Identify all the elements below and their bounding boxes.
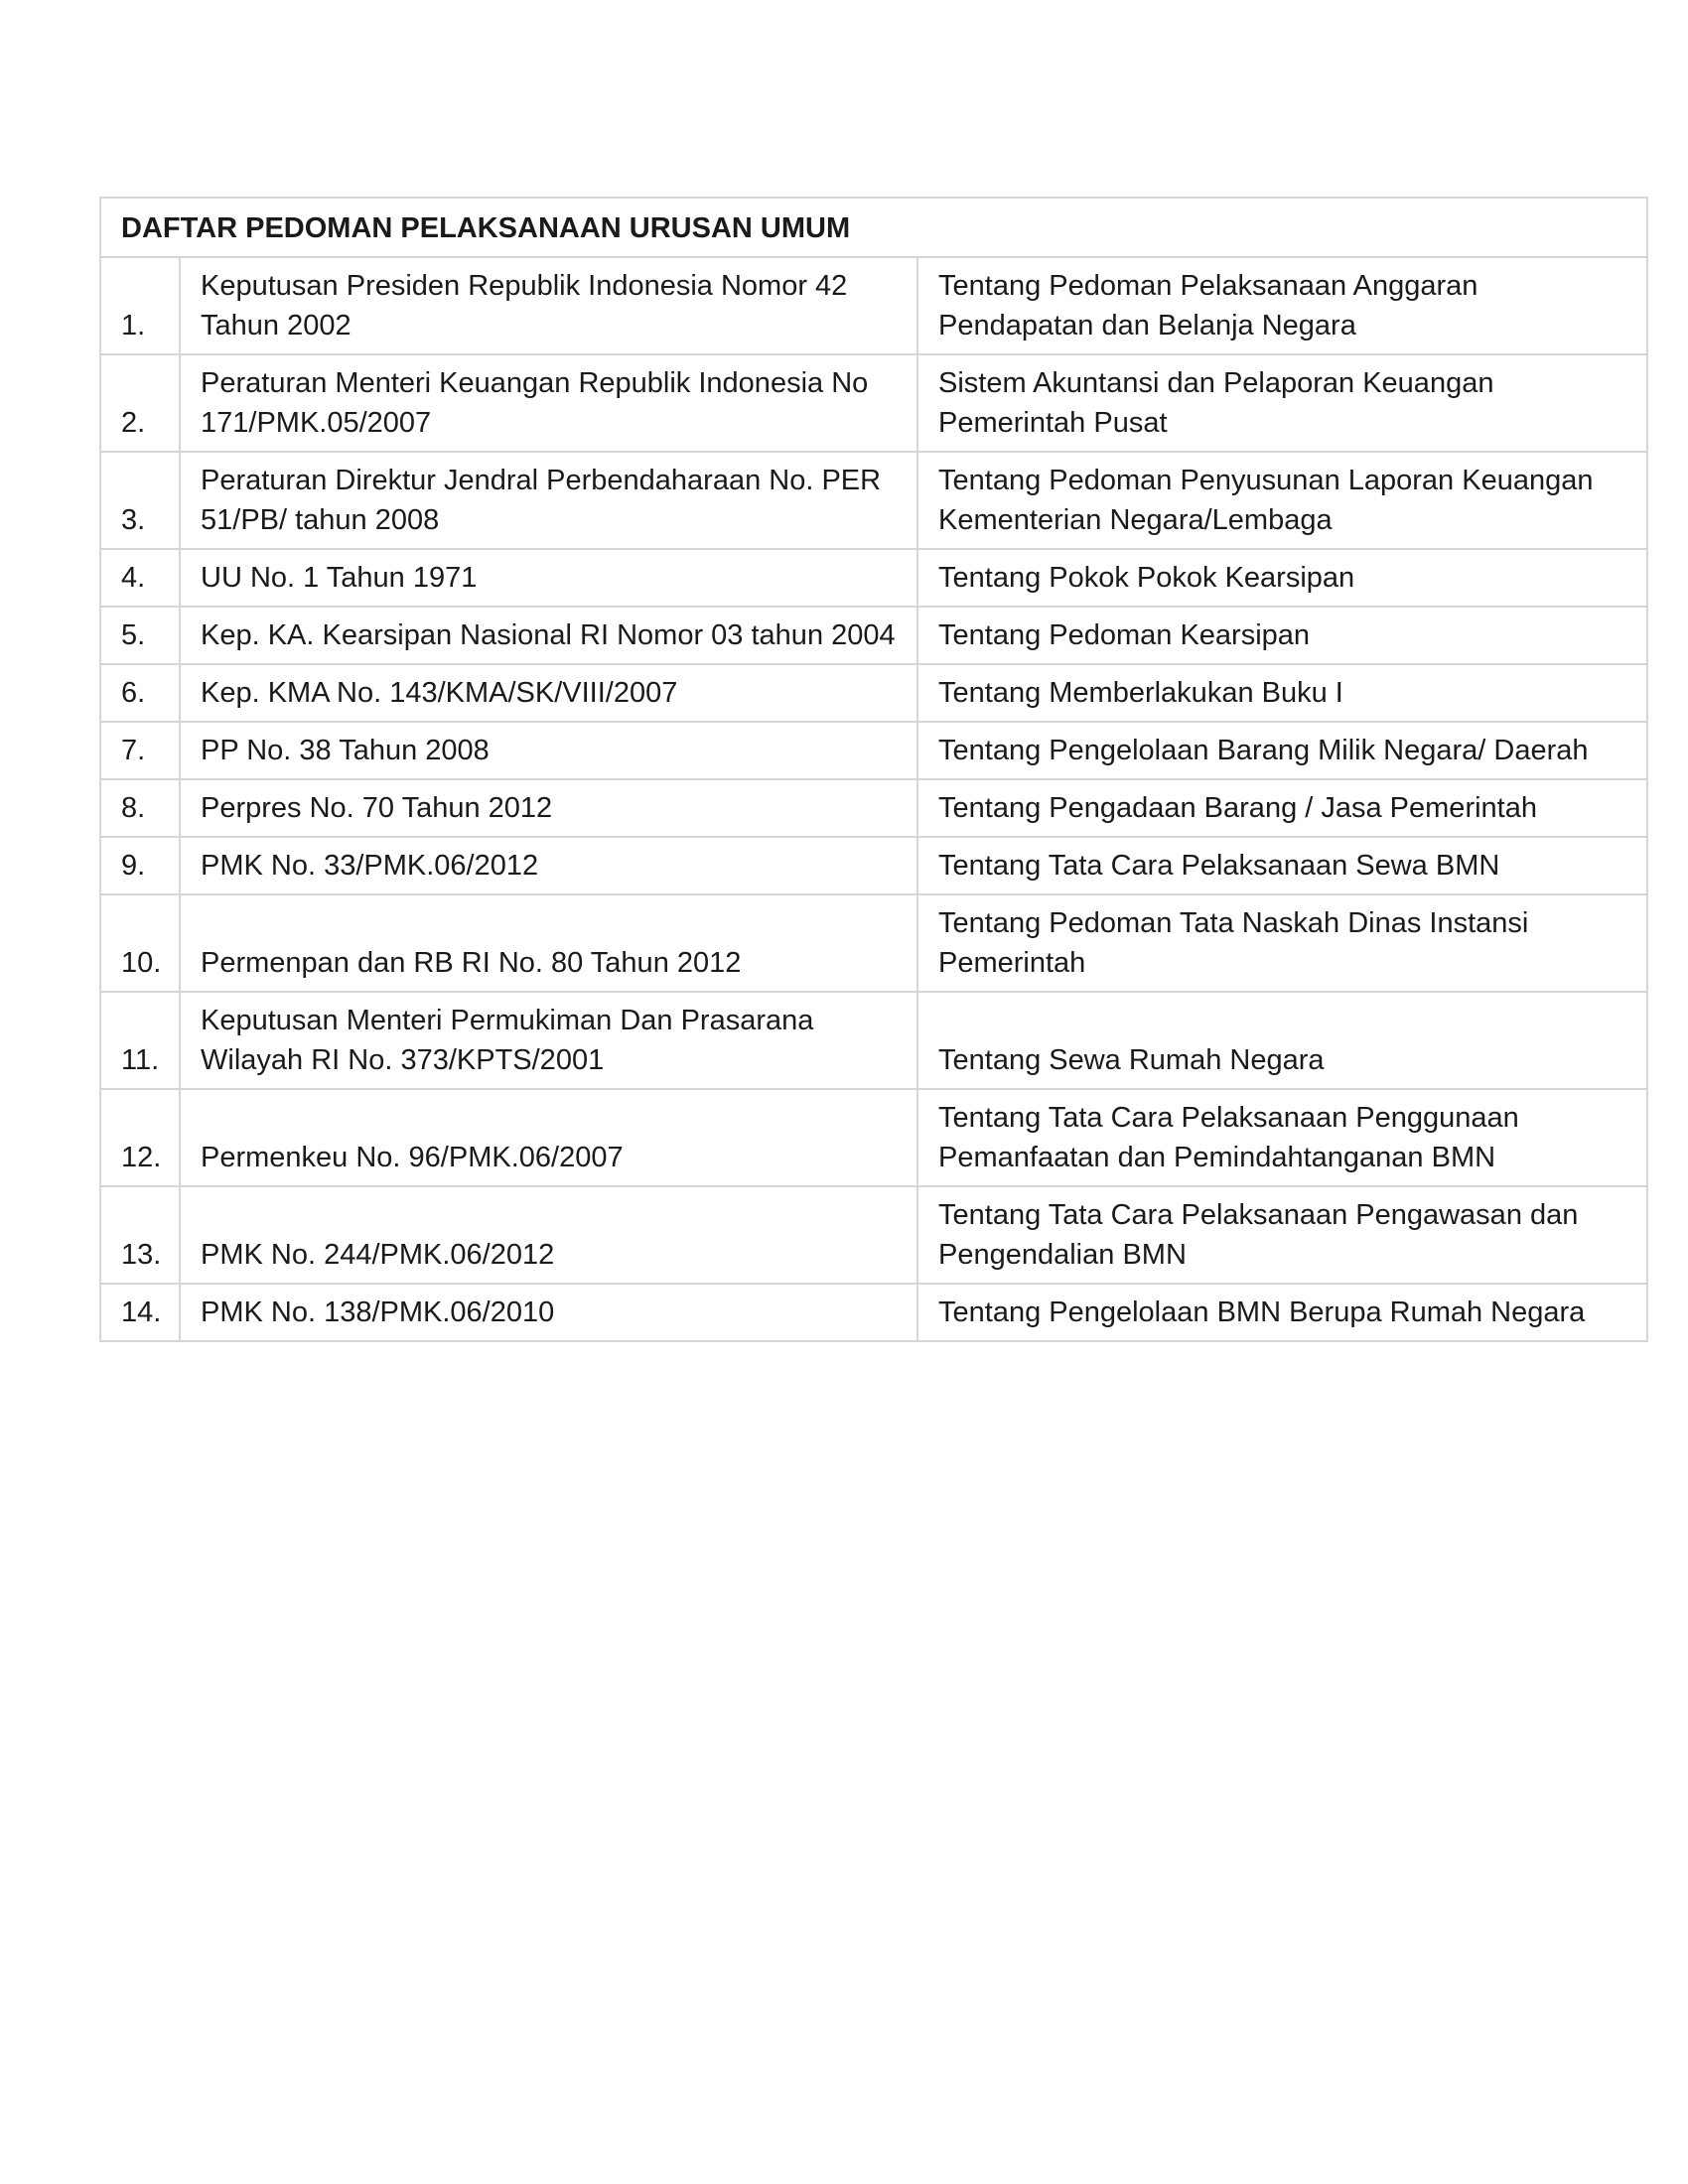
about-cell: Tentang Memberlakukan Buku I xyxy=(917,664,1647,722)
table-row xyxy=(100,1089,1647,1186)
row-number: 10. xyxy=(100,894,180,992)
row-number: 13. xyxy=(100,1186,180,1284)
regulation-cell: PMK No. 244/PMK.06/2012 xyxy=(180,1186,917,1284)
regulation-cell: Kep. KMA No. 143/KMA/SK/VIII/2007 xyxy=(180,664,917,722)
regulation-cell: Kep. KA. Kearsipan Nasional RI Nomor 03 tahun 2004 xyxy=(180,607,917,664)
row-number: 6. xyxy=(100,664,180,722)
row-number: 2. xyxy=(100,354,180,452)
about-cell: Tentang Pedoman Pelaksanaan Anggaran Pendapatan dan Belanja Negara xyxy=(917,257,1647,354)
regulation-cell: Peraturan Menteri Keuangan Republik Indonesia No 171/PMK.05/2007 xyxy=(180,354,917,452)
table-row xyxy=(100,354,1647,452)
row-number: 9. xyxy=(100,837,180,894)
table-row xyxy=(100,452,1647,549)
row-number: 8. xyxy=(100,779,180,837)
row-number: 1. xyxy=(100,257,180,354)
row-number: 7. xyxy=(100,722,180,779)
table-row xyxy=(100,257,1647,354)
row-number: 14. xyxy=(100,1284,180,1341)
table-row xyxy=(100,607,1647,664)
about-cell: Tentang Pengelolaan Barang Milik Negara/ Daerah xyxy=(917,722,1647,779)
regulation-cell: UU No. 1 Tahun 1971 xyxy=(180,549,917,607)
regulation-cell: Permenpan dan RB RI No. 80 Tahun 2012 xyxy=(180,894,917,992)
row-number: 12. xyxy=(100,1089,180,1186)
regulation-cell: Perpres No. 70 Tahun 2012 xyxy=(180,779,917,837)
about-cell: Tentang Pedoman Penyusunan Laporan Keuangan Kementerian Negara/Lembaga xyxy=(917,452,1647,549)
about-cell: Tentang Pengadaan Barang / Jasa Pemerintah xyxy=(917,779,1647,837)
regulation-cell: Peraturan Direktur Jendral Perbendaharaan No. PER 51/PB/ tahun 2008 xyxy=(180,452,917,549)
about-cell: Tentang Sewa Rumah Negara xyxy=(917,992,1647,1089)
about-cell: Tentang Tata Cara Pelaksanaan Sewa BMN xyxy=(917,837,1647,894)
table-row xyxy=(100,1284,1647,1341)
about-cell: Tentang Tata Cara Pelaksanaan Penggunaan Pemanfaatan dan Pemindahtanganan BMN xyxy=(917,1089,1647,1186)
about-cell: Tentang Pokok Pokok Kearsipan xyxy=(917,549,1647,607)
regulation-cell: Keputusan Presiden Republik Indonesia Nomor 42 Tahun 2002 xyxy=(180,257,917,354)
table-row xyxy=(100,992,1647,1089)
regulation-cell: PP No. 38 Tahun 2008 xyxy=(180,722,917,779)
about-cell: Tentang Tata Cara Pelaksanaan Pengawasan dan Pengendalian BMN xyxy=(917,1186,1647,1284)
table-row xyxy=(100,722,1647,779)
table-title-row xyxy=(100,198,1647,257)
regulation-cell: Keputusan Menteri Permukiman Dan Prasarana Wilayah RI No. 373/KPTS/2001 xyxy=(180,992,917,1089)
table-row xyxy=(100,837,1647,894)
table-row xyxy=(100,1186,1647,1284)
row-number: 5. xyxy=(100,607,180,664)
table-row xyxy=(100,549,1647,607)
about-cell: Tentang Pedoman Kearsipan xyxy=(917,607,1647,664)
row-number: 4. xyxy=(100,549,180,607)
table-row xyxy=(100,779,1647,837)
table-row xyxy=(100,664,1647,722)
row-number: 11. xyxy=(100,992,180,1089)
table-title: DAFTAR PEDOMAN PELAKSANAAN URUSAN UMUM xyxy=(100,198,1647,257)
regulation-cell: PMK No. 138/PMK.06/2010 xyxy=(180,1284,917,1341)
about-cell: Tentang Pengelolaan BMN Berupa Rumah Negara xyxy=(917,1284,1647,1341)
table-row xyxy=(100,894,1647,992)
about-cell: Sistem Akuntansi dan Pelaporan Keuangan Pemerintah Pusat xyxy=(917,354,1647,452)
regulations-table xyxy=(99,197,1648,1342)
regulation-cell: Permenkeu No. 96/PMK.06/2007 xyxy=(180,1089,917,1186)
about-cell: Tentang Pedoman Tata Naskah Dinas Instansi Pemerintah xyxy=(917,894,1647,992)
regulation-cell: PMK No. 33/PMK.06/2012 xyxy=(180,837,917,894)
row-number: 3. xyxy=(100,452,180,549)
